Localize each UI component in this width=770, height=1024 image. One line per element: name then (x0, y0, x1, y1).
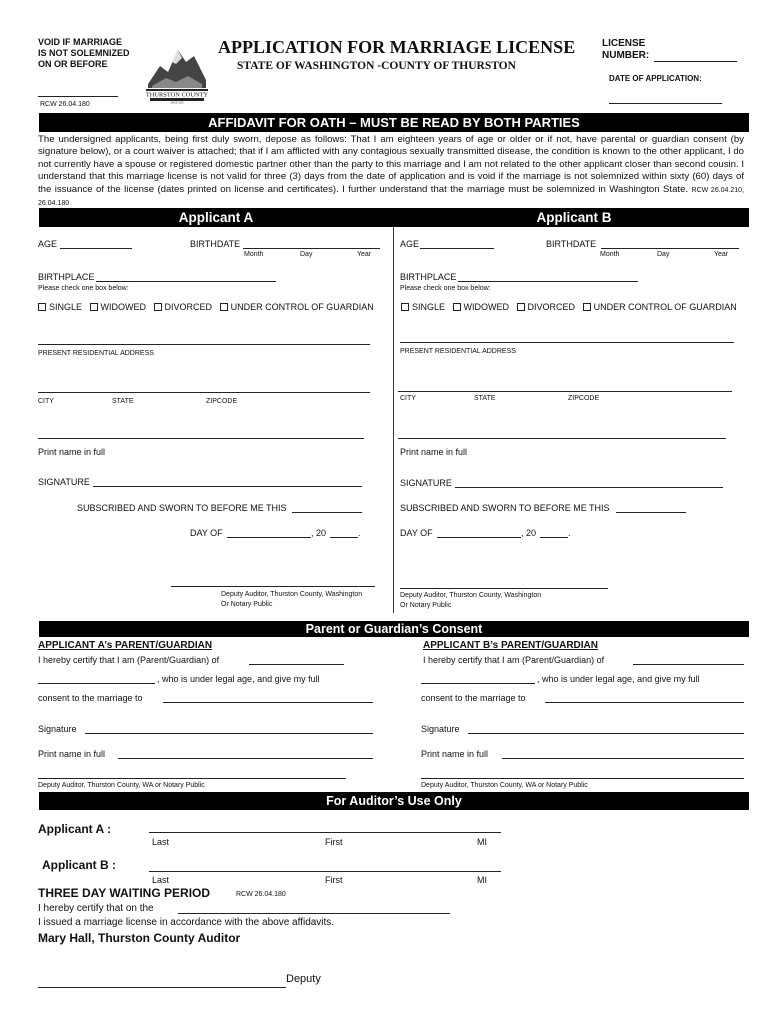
a-year-prefix: , 20 (311, 528, 327, 538)
b-check-one-label: Please check one box below: (400, 285, 491, 292)
a-year-period: . (358, 528, 361, 538)
auditor-b-last: Last (152, 875, 170, 885)
a-consent-to-label: consent to the marriage to (38, 693, 143, 703)
auditor-applicant-b-field[interactable] (149, 871, 501, 872)
b-parent-deputy-label: Deputy Auditor, Thurston County, WA or Notary Public (421, 782, 588, 789)
b-day-of-field[interactable] (437, 537, 521, 538)
a-city-state-zip-field[interactable] (38, 392, 370, 393)
a-year-label: Year (357, 251, 372, 258)
a-parent-print-label: Print name in full (38, 749, 106, 759)
b-age-field[interactable] (420, 248, 494, 249)
deputy-label: Deputy (286, 973, 321, 985)
a-widowed-checkbox[interactable] (90, 303, 98, 311)
a-birthdate-field[interactable] (243, 248, 380, 249)
b-marital-status: SINGLE WIDOWED DIVORCED UNDER CONTROL OF GUARDIAN (401, 302, 737, 312)
b-deputy-signature-field[interactable] (400, 588, 608, 589)
b-age-label: AGE (400, 239, 420, 249)
a-parent-signature-field[interactable] (85, 733, 373, 734)
a-address-field[interactable] (38, 344, 370, 345)
b-single-checkbox[interactable] (401, 303, 409, 311)
date-of-application-label: DATE OF APPLICATION: (609, 74, 702, 83)
applicant-headings-bar (39, 208, 749, 227)
b-parent-signature-field[interactable] (468, 733, 744, 734)
b-consent-to-label: consent to the marriage to (421, 693, 526, 703)
auditor-b-first: First (325, 875, 343, 885)
b-print-name-label: Print name in full (400, 447, 468, 457)
auditor-b-mi: MI (477, 875, 487, 885)
auditor-heading: For Auditor’s Use Only (39, 792, 749, 810)
affidavit-rcw: RCW 26.04.210, 26.04.180 (38, 186, 745, 208)
form-title: APPLICATION FOR MARRIAGE LICENSE (218, 37, 576, 57)
a-day-of-field[interactable] (227, 537, 311, 538)
a-minor-name-field-2[interactable] (38, 683, 155, 684)
b-city-state-zip-field[interactable] (398, 391, 732, 392)
a-birthdate-label: BIRTHDATE (190, 239, 241, 249)
a-divorced-checkbox[interactable] (154, 303, 162, 311)
a-marital-status: SINGLE WIDOWED DIVORCED UNDER CONTROL OF GUARDIAN (38, 302, 374, 312)
waiting-period-label: THREE DAY WAITING PERIOD (38, 886, 211, 900)
a-signature-label: SIGNATURE (38, 477, 90, 487)
a-consent-to-field[interactable] (163, 702, 373, 703)
b-signature-field[interactable] (455, 487, 723, 488)
b-minor-name-field-2[interactable] (421, 683, 535, 684)
a-deputy-signature-field[interactable] (171, 586, 375, 587)
a-certify-label: I hereby certify that I am (Parent/Guardian) of (38, 655, 220, 665)
a-signature-field[interactable] (93, 486, 362, 487)
a-birthplace-field[interactable] (96, 281, 276, 282)
a-birthplace-label: BIRTHPLACE (38, 272, 95, 282)
auditor-a-first: First (325, 837, 343, 847)
a-month-label: Month (244, 251, 264, 258)
auditor-name: Mary Hall, Thurston County Auditor (38, 931, 241, 945)
b-residential-label: PRESENT RESIDENTIAL ADDRESS (400, 348, 516, 355)
certify-on-label: I hereby certify that on the (38, 903, 154, 914)
svg-text:SINCE 1852: SINCE 1852 (170, 101, 184, 104)
b-parent-signature-label: Signature (421, 724, 460, 734)
b-birthplace-field[interactable] (458, 281, 638, 282)
a-parent-print-field[interactable] (118, 758, 373, 759)
b-day-of-label: DAY OF (400, 528, 433, 538)
b-year-prefix: , 20 (521, 528, 537, 538)
b-print-name-field[interactable] (398, 438, 726, 439)
a-parent-signature-label: Signature (38, 724, 77, 734)
rcw-void: RCW 26.04.180 (40, 101, 90, 108)
applicant-a-heading: Applicant A (178, 210, 254, 225)
date-of-application-field[interactable] (609, 103, 722, 104)
auditor-applicant-b-label: Applicant B : (42, 858, 116, 872)
license-number-field[interactable] (654, 61, 737, 62)
a-guardian-checkbox[interactable] (220, 303, 228, 311)
a-check-one-label: Please check one box below: (38, 285, 129, 292)
b-address-field[interactable] (400, 342, 734, 343)
b-month-label: Month (600, 251, 620, 258)
void-note: VOID IF MARRIAGE IS NOT SOLEMNIZED ON OR BEFORE (38, 37, 130, 69)
a-underage-label: , who is under legal age, and give my full (157, 674, 320, 684)
b-birthdate-field[interactable] (601, 248, 739, 249)
b-state-label: STATE (474, 395, 496, 402)
county-seal-logo (142, 38, 212, 104)
a-parent-deputy-field[interactable] (38, 778, 346, 779)
applicant-b-heading: Applicant B (536, 210, 612, 225)
certify-on-field[interactable] (178, 913, 450, 914)
a-parent-title: APPLICANT A’s PARENT/GUARDIAN (38, 640, 213, 651)
a-minor-name-field[interactable] (249, 664, 344, 665)
affidavit-text: The undersigned applicants, being first duly sworn, depose as follows: That I am eighteen years of age or older or if not, have parental or guardian consent (by signature below), or a court waiver is attached; that if I am afflicted with any contagious sexually transmitted disease, the condition is known to the other applicant, I do not currently have a spouse or registered domestic partner other than the party to this marriage and I am not related to the other applicant closer than second cousin. I understand that this marriage license is not valid for three (3) days from the date of application and is void if the marriage is not solemnized within sixty (60) days of the issuance of the license (dates printed on license and certificates). I further understand that the marriage must be solemnized in Washington State. RCW 26.04.210, 26.04.180 (38, 134, 745, 208)
form-subtitle: STATE OF WASHINGTON -COUNTY OF THURSTON (237, 60, 516, 72)
b-deputy-label: Deputy Auditor, Thurston County, Washington Or Notary Public (400, 592, 542, 609)
b-guardian-checkbox[interactable] (583, 303, 591, 311)
b-subscribed-day-field[interactable] (616, 512, 686, 513)
deputy-signature-field[interactable] (38, 987, 286, 988)
a-parent-deputy-label: Deputy Auditor, Thurston County, WA or Notary Public (38, 782, 205, 789)
b-parent-print-label: Print name in full (421, 749, 489, 759)
a-subscribed-label: SUBSCRIBED AND SWORN TO BEFORE ME THIS (77, 503, 287, 513)
b-year-field[interactable] (540, 537, 568, 538)
void-date-line[interactable] (38, 96, 118, 97)
auditor-applicant-a-field[interactable] (149, 832, 501, 833)
b-birthdate-label: BIRTHDATE (546, 239, 597, 249)
consent-heading: Parent or Guardian’s Consent (39, 621, 749, 637)
b-minor-name-field[interactable] (633, 664, 744, 665)
a-deputy-label: Deputy Auditor, Thurston County, Washington Or Notary Public (221, 591, 363, 608)
a-print-name-field[interactable] (38, 438, 364, 439)
column-divider (393, 227, 394, 613)
auditor-a-last: Last (152, 837, 170, 847)
a-city-label: CITY (38, 398, 54, 405)
b-underage-label: , who is under legal age, and give my full (537, 674, 700, 684)
b-year-label: Year (714, 251, 729, 258)
a-single-checkbox[interactable] (38, 303, 46, 311)
b-day-label: Day (657, 251, 670, 258)
b-divorced-checkbox[interactable] (517, 303, 525, 311)
a-state-label: STATE (112, 398, 134, 405)
b-signature-label: SIGNATURE (400, 478, 452, 488)
b-birthplace-label: BIRTHPLACE (400, 272, 457, 282)
b-parent-deputy-field[interactable] (421, 778, 744, 779)
auditor-applicant-a-label: Applicant A : (38, 822, 112, 836)
waiting-period-rcw: RCW 26.04.180 (236, 891, 286, 898)
affidavit-heading: AFFIDAVIT FOR OATH – MUST BE READ BY BOTH PARTIES (39, 113, 749, 132)
b-year-period: . (568, 528, 571, 538)
a-year-field[interactable] (330, 537, 358, 538)
a-print-name-label: Print name in full (38, 447, 106, 457)
a-zip-label: ZIPCODE (206, 398, 238, 405)
auditor-a-mi: MI (477, 837, 487, 847)
b-consent-to-field[interactable] (545, 702, 744, 703)
b-city-label: CITY (400, 395, 416, 402)
a-day-label: Day (300, 251, 313, 258)
b-parent-title: APPLICANT B’s PARENT/GUARDIAN (423, 640, 599, 651)
license-number-label: LICENSE NUMBER: (602, 38, 650, 61)
b-widowed-checkbox[interactable] (453, 303, 461, 311)
b-parent-print-field[interactable] (502, 758, 744, 759)
a-residential-label: PRESENT RESIDENTIAL ADDRESS (38, 350, 154, 357)
a-age-field[interactable] (60, 248, 132, 249)
a-subscribed-day-field[interactable] (292, 512, 362, 513)
a-day-of-label: DAY OF (190, 528, 223, 538)
b-certify-label: I hereby certify that I am (Parent/Guardian) of (423, 655, 605, 665)
svg-text:THURSTON COUNTY: THURSTON COUNTY (145, 91, 209, 99)
issued-statement: I issued a marriage license in accordance with the above affidavits. (38, 917, 335, 928)
b-zip-label: ZIPCODE (568, 395, 600, 402)
b-subscribed-label: SUBSCRIBED AND SWORN TO BEFORE ME THIS (400, 503, 610, 513)
a-age-label: AGE (38, 239, 58, 249)
